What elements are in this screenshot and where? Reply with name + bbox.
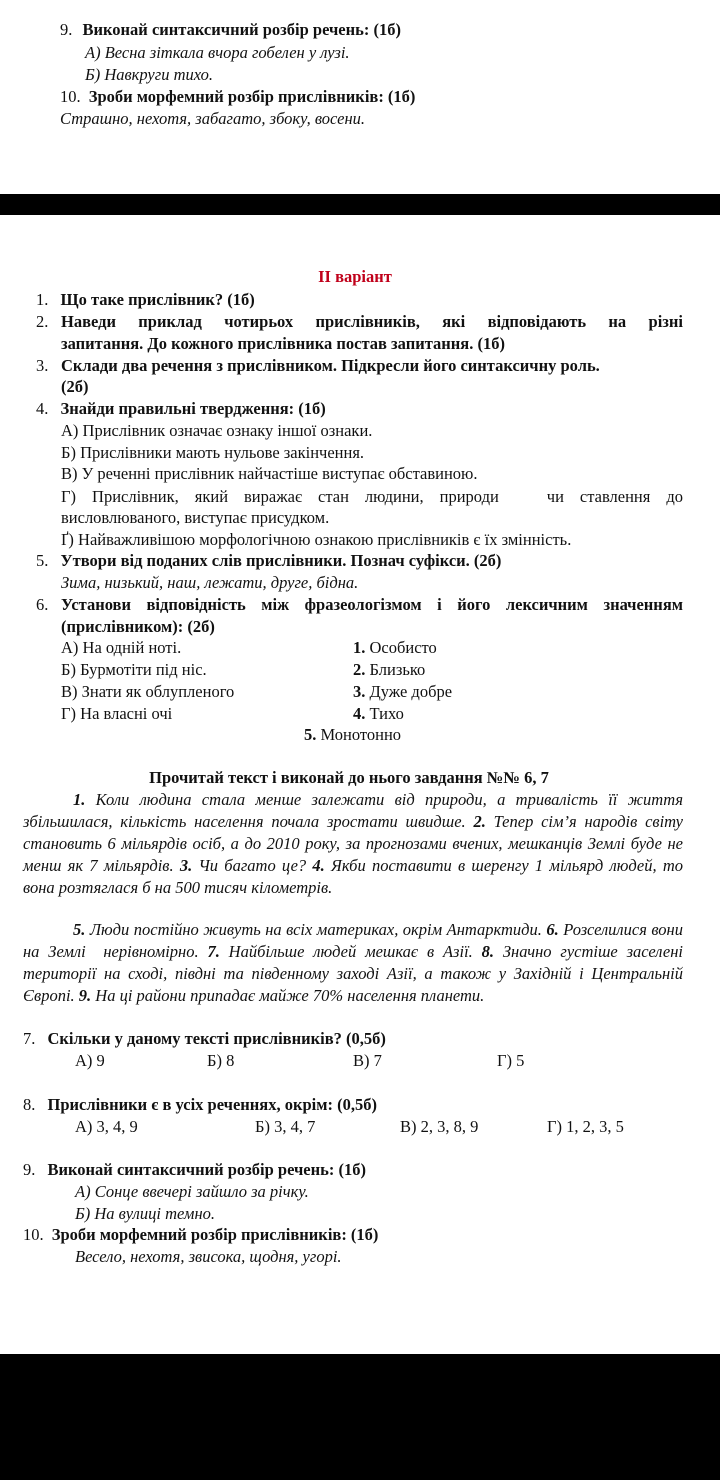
top-q9 (60, 20, 401, 40)
q8-option-b: Б) 3, 4, 7 (255, 1117, 316, 1136)
q9b (23, 1160, 366, 1180)
q6-right-2 (353, 660, 425, 680)
q3-num: 3. (36, 356, 49, 375)
sentence-1-num: 1. (73, 790, 86, 809)
q4-option-v: В) У реченні прислівник найчастіше виступає обставиною. (61, 464, 478, 483)
top-q9-num: 9. (60, 20, 73, 39)
q6-right-3-num: 3. (353, 682, 366, 701)
q1-text: Що таке прислівник? (1б) (60, 290, 255, 309)
q2-line2: запитання. До кожного прислівника постав запитання. (1б) (61, 334, 505, 353)
sentence-7: Найбільше людей мешкає в Азії. (219, 942, 482, 961)
q6-left-g: Г) На власні очі (61, 704, 173, 723)
q8 (23, 1095, 377, 1115)
sentence-9: На ці райони припадає майже 70% населення планети. (91, 986, 485, 1005)
variant-title: II варіант (318, 267, 392, 286)
top-q9-text: Виконай синтаксичний розбір речень: (1б) (82, 20, 401, 39)
black-divider-bar (0, 194, 720, 215)
q9b-num: 9. (23, 1160, 36, 1179)
q6-right-5 (304, 725, 401, 745)
q7-option-b: Б) 8 (207, 1051, 235, 1070)
sentence-3: Чи багато це? (192, 856, 313, 875)
sentence-5: Люди постійно живуть на всіх материках, окрім Антарктиди. (85, 920, 547, 939)
q4-option-b: Б) Прислівники мають нульове закінчення. (61, 443, 365, 462)
q5-num: 5. (36, 551, 49, 570)
q6-right-4 (353, 704, 404, 724)
q1 (36, 290, 255, 310)
sentence-6-num: 6. (546, 920, 559, 939)
q6-right-5-num: 5. (304, 725, 317, 744)
sentence-5-num: 5. (73, 920, 86, 939)
q4-text: Знайди правильні твердження: (1б) (60, 399, 326, 418)
sentence-4: Якби поставити в шеренгу 1 мільярд людей, то вона розтяглася б на 500 тисяч кілометрів. (23, 856, 683, 897)
sentence-9-num: 9. (78, 986, 92, 1005)
sentence-3-num: 3. (179, 856, 193, 875)
q1-num: 1. (36, 290, 49, 309)
reading-paragraph-2 (23, 919, 688, 1007)
q7-option-g: Г) 5 (497, 1051, 525, 1070)
q7-text: Скільки у даному тексті прислівників? (0,5б) (47, 1029, 386, 1048)
q4-option-a: А) Прислівник означає ознаку іншої ознаки. (61, 421, 373, 440)
q6-right-2-num: 2. (353, 660, 366, 679)
q6-right-1 (353, 638, 437, 658)
top-q10-num: 10. (60, 87, 81, 106)
sentence-8-num: 8. (481, 942, 494, 961)
sentence-2-num: 2. (473, 812, 486, 831)
q4-num: 4. (36, 399, 49, 418)
q10b-num: 10. (23, 1225, 44, 1244)
q9b-option-b: Б) На вулиці темно. (75, 1204, 216, 1223)
q4 (36, 399, 326, 419)
q6-line1: Установи відповідність між фразеологізмом і його лексичним значенням (61, 595, 683, 614)
sentence-8: Значно густіше заселені території на сході, півдні та південному заході Азії, а також у Західній і Центральній Європі. (23, 942, 683, 1005)
q6-right-3 (353, 682, 452, 702)
sentence-7-num: 7. (207, 942, 220, 961)
sentence-2: Тепер сім’я народів світу становить 6 мільярдів осіб, а до 2010 року, за прогнозами вчених, мешканців Землі буде не менш як 7 мільярдів. (23, 812, 683, 875)
q9b-text: Виконай синтаксичний розбір речень: (1б) (47, 1160, 366, 1179)
q8-option-v: В) 2, 3, 8, 9 (400, 1117, 479, 1136)
q8-num: 8. (23, 1095, 36, 1114)
top-q10-words: Страшно, нехотя, забагато, збоку, восени. (60, 109, 366, 128)
q2-line1: Наведи приклад чотирьох прислівників, які відповідають на різні (61, 312, 683, 331)
q7-num: 7. (23, 1029, 36, 1048)
q6-num: 6. (36, 595, 49, 614)
q6-right-5-text: Монотонно (320, 725, 402, 744)
q6-right-2-text: Близько (369, 660, 426, 679)
top-q10-text: Зроби морфемний розбір прислівників: (1б) (88, 87, 416, 106)
q6-right-1-text: Особисто (369, 638, 437, 657)
q3-line2: (2б) (61, 377, 89, 396)
q9b-option-a: А) Сонце ввечері зайшло за річку. (75, 1182, 309, 1201)
q8-option-g: Г) 1, 2, 3, 5 (547, 1117, 624, 1136)
q6-left-v: В) Знати як облупленого (61, 682, 235, 701)
q8-option-a: А) 3, 4, 9 (75, 1117, 138, 1136)
q6-left-b: Б) Бурмотіти під ніс. (61, 660, 207, 679)
q5-text: Утвори від поданих слів прислівники. Познач суфікси. (2б) (60, 551, 502, 570)
q4-option-g: Г) Прислівник, який виражає стан людини, природи чи ставлення до (61, 487, 683, 506)
q10b-words: Весело, нехотя, звисока, щодня, угорі. (75, 1247, 342, 1266)
top-q9-option-a: А) Весна зіткала вчора гобелен у лузі. (85, 43, 350, 62)
q10b-text: Зроби морфемний розбір прислівників: (1б) (51, 1225, 379, 1244)
black-bottom-area (0, 1354, 720, 1480)
q10b (23, 1225, 378, 1245)
q5-words: Зима, низький, наш, лежати, друге, бідна. (61, 573, 359, 592)
q6-right-4-text: Тихо (369, 704, 404, 723)
q3-line1: Склади два речення з прислівником. Підкресли його синтаксичну роль. (61, 356, 600, 375)
q7-option-a: А) 9 (75, 1051, 105, 1070)
q2-num: 2. (36, 312, 49, 331)
sentence-1: Коли людина стала менше залежати від природи, а тривалість її життя збільшилася, кількість населення почала зростати швидше. (23, 790, 683, 831)
sentence-6: Розселилися вони на Землі нерівномірно. (23, 920, 688, 961)
top-q10 (60, 87, 415, 107)
q7-option-v: В) 7 (353, 1051, 382, 1070)
q4-option-g-cont: висловлюваного, виступає присудком. (61, 508, 330, 527)
q6-left-a: А) На одній ноті. (61, 638, 182, 657)
sentence-4-num: 4. (312, 856, 325, 875)
q5 (36, 551, 501, 571)
q6-right-1-num: 1. (353, 638, 366, 657)
q7 (23, 1029, 386, 1049)
reading-paragraph-1 (23, 789, 683, 899)
q8-text: Прислівники є в усіх реченнях, окрім: (0,5б) (47, 1095, 377, 1114)
q6-right-3-text: Дуже добре (369, 682, 453, 701)
q6-right-4-num: 4. (353, 704, 366, 723)
top-q9-option-b: Б) Навкруги тихо. (85, 65, 214, 84)
q4-option-gg: Ґ) Найважливішою морфологічною ознакою прислівників є їх змінність. (61, 530, 572, 549)
text-heading: Прочитай текст і виконай до нього завдання №№ 6, 7 (149, 768, 549, 787)
q6-line2: (прислівником): (2б) (61, 617, 215, 636)
